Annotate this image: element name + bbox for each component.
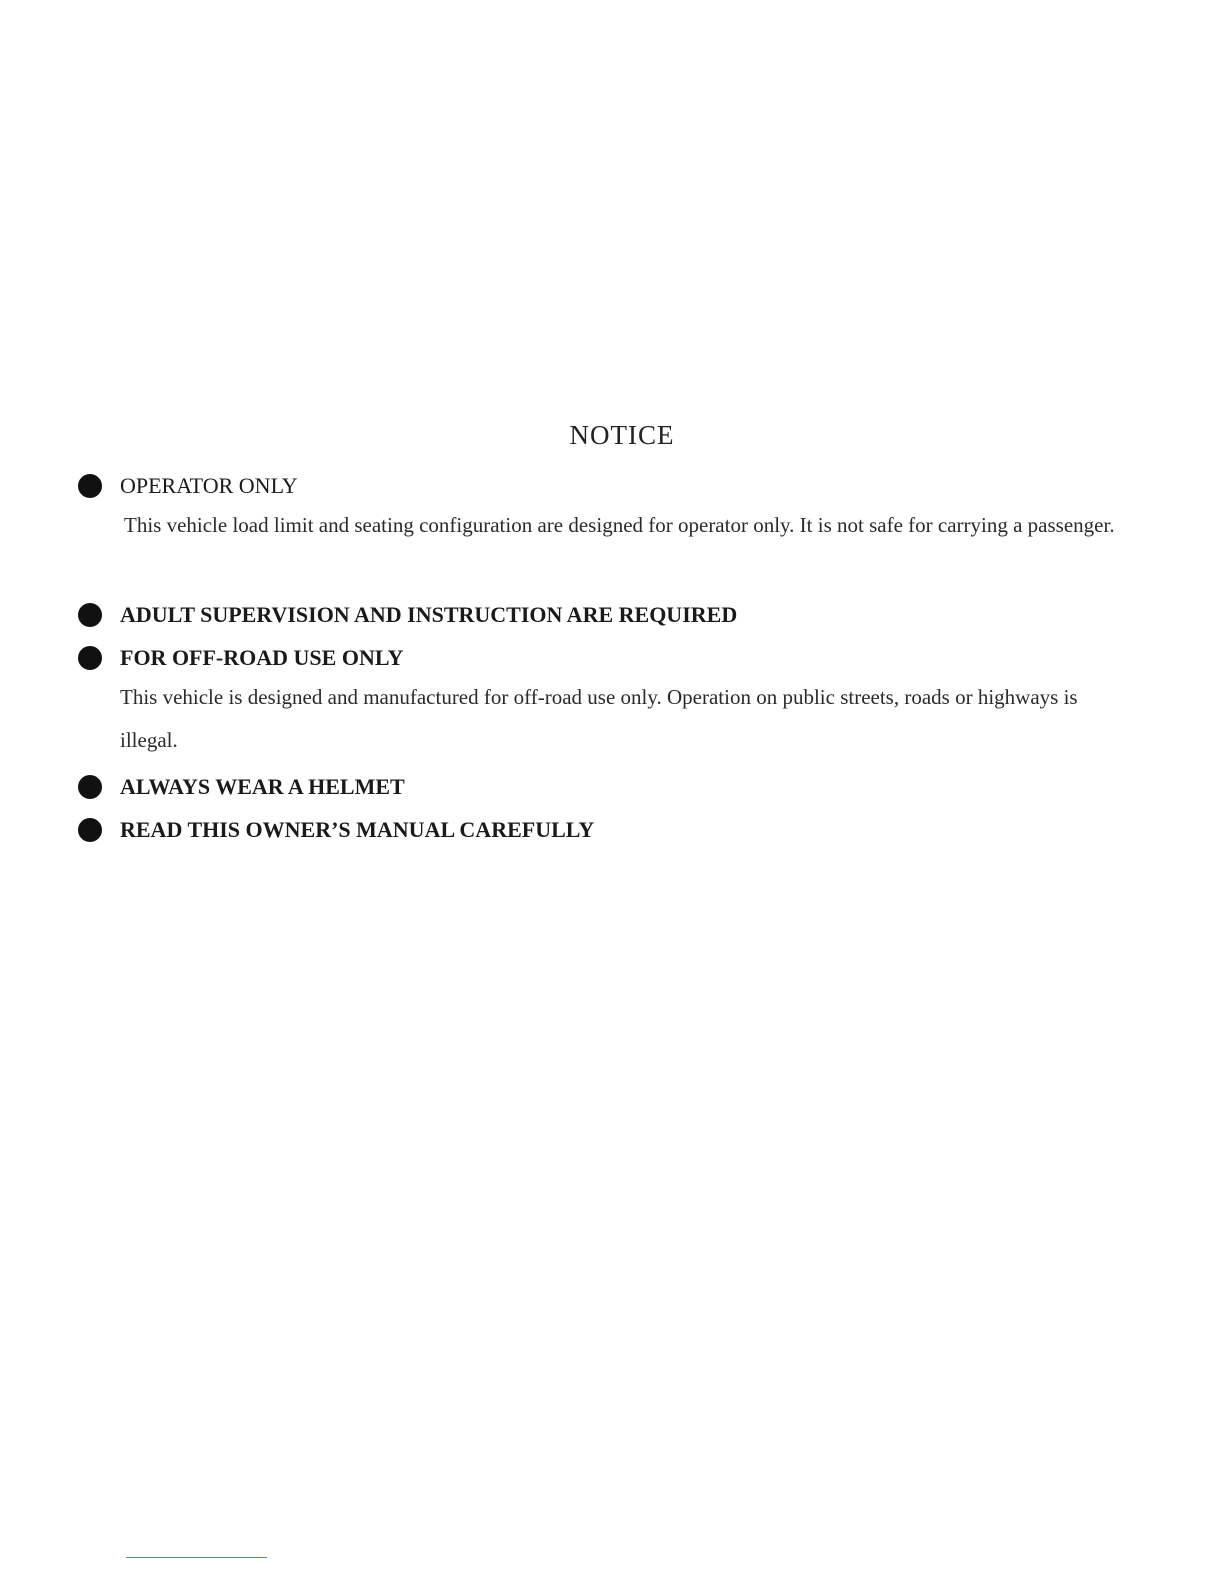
notice-item-read-manual xyxy=(78,815,594,845)
footer-rule xyxy=(126,1557,267,1558)
notice-heading: ADULT SUPERVISION AND INSTRUCTION ARE REQUIRED xyxy=(120,602,738,627)
bullet-icon xyxy=(78,603,102,627)
notice-body-off-road: This vehicle is designed and manufactured for off-road use only. Operation on public streets, roads or highways is illegal. xyxy=(120,685,1078,752)
bullet-icon xyxy=(78,474,102,498)
notice-heading: FOR OFF-ROAD USE ONLY xyxy=(120,645,404,670)
notice-heading: OPERATOR ONLY xyxy=(120,473,298,498)
notice-title: NOTICE xyxy=(569,420,675,450)
bullet-icon xyxy=(78,775,102,799)
notice-item-off-road xyxy=(78,643,403,673)
bullet-icon xyxy=(78,646,102,670)
notice-heading: READ THIS OWNER’S MANUAL CAREFULLY xyxy=(120,817,595,842)
notice-item-operator-only xyxy=(78,471,298,501)
notice-heading: ALWAYS WEAR A HELMET xyxy=(120,774,405,799)
notice-body-operator-only: This vehicle load limit and seating configuration are designed for operator only. It is not safe for carrying a passenger. xyxy=(124,513,1115,537)
notice-item-helmet xyxy=(78,772,405,802)
notice-item-adult-supervision xyxy=(78,600,737,630)
bullet-icon xyxy=(78,818,102,842)
